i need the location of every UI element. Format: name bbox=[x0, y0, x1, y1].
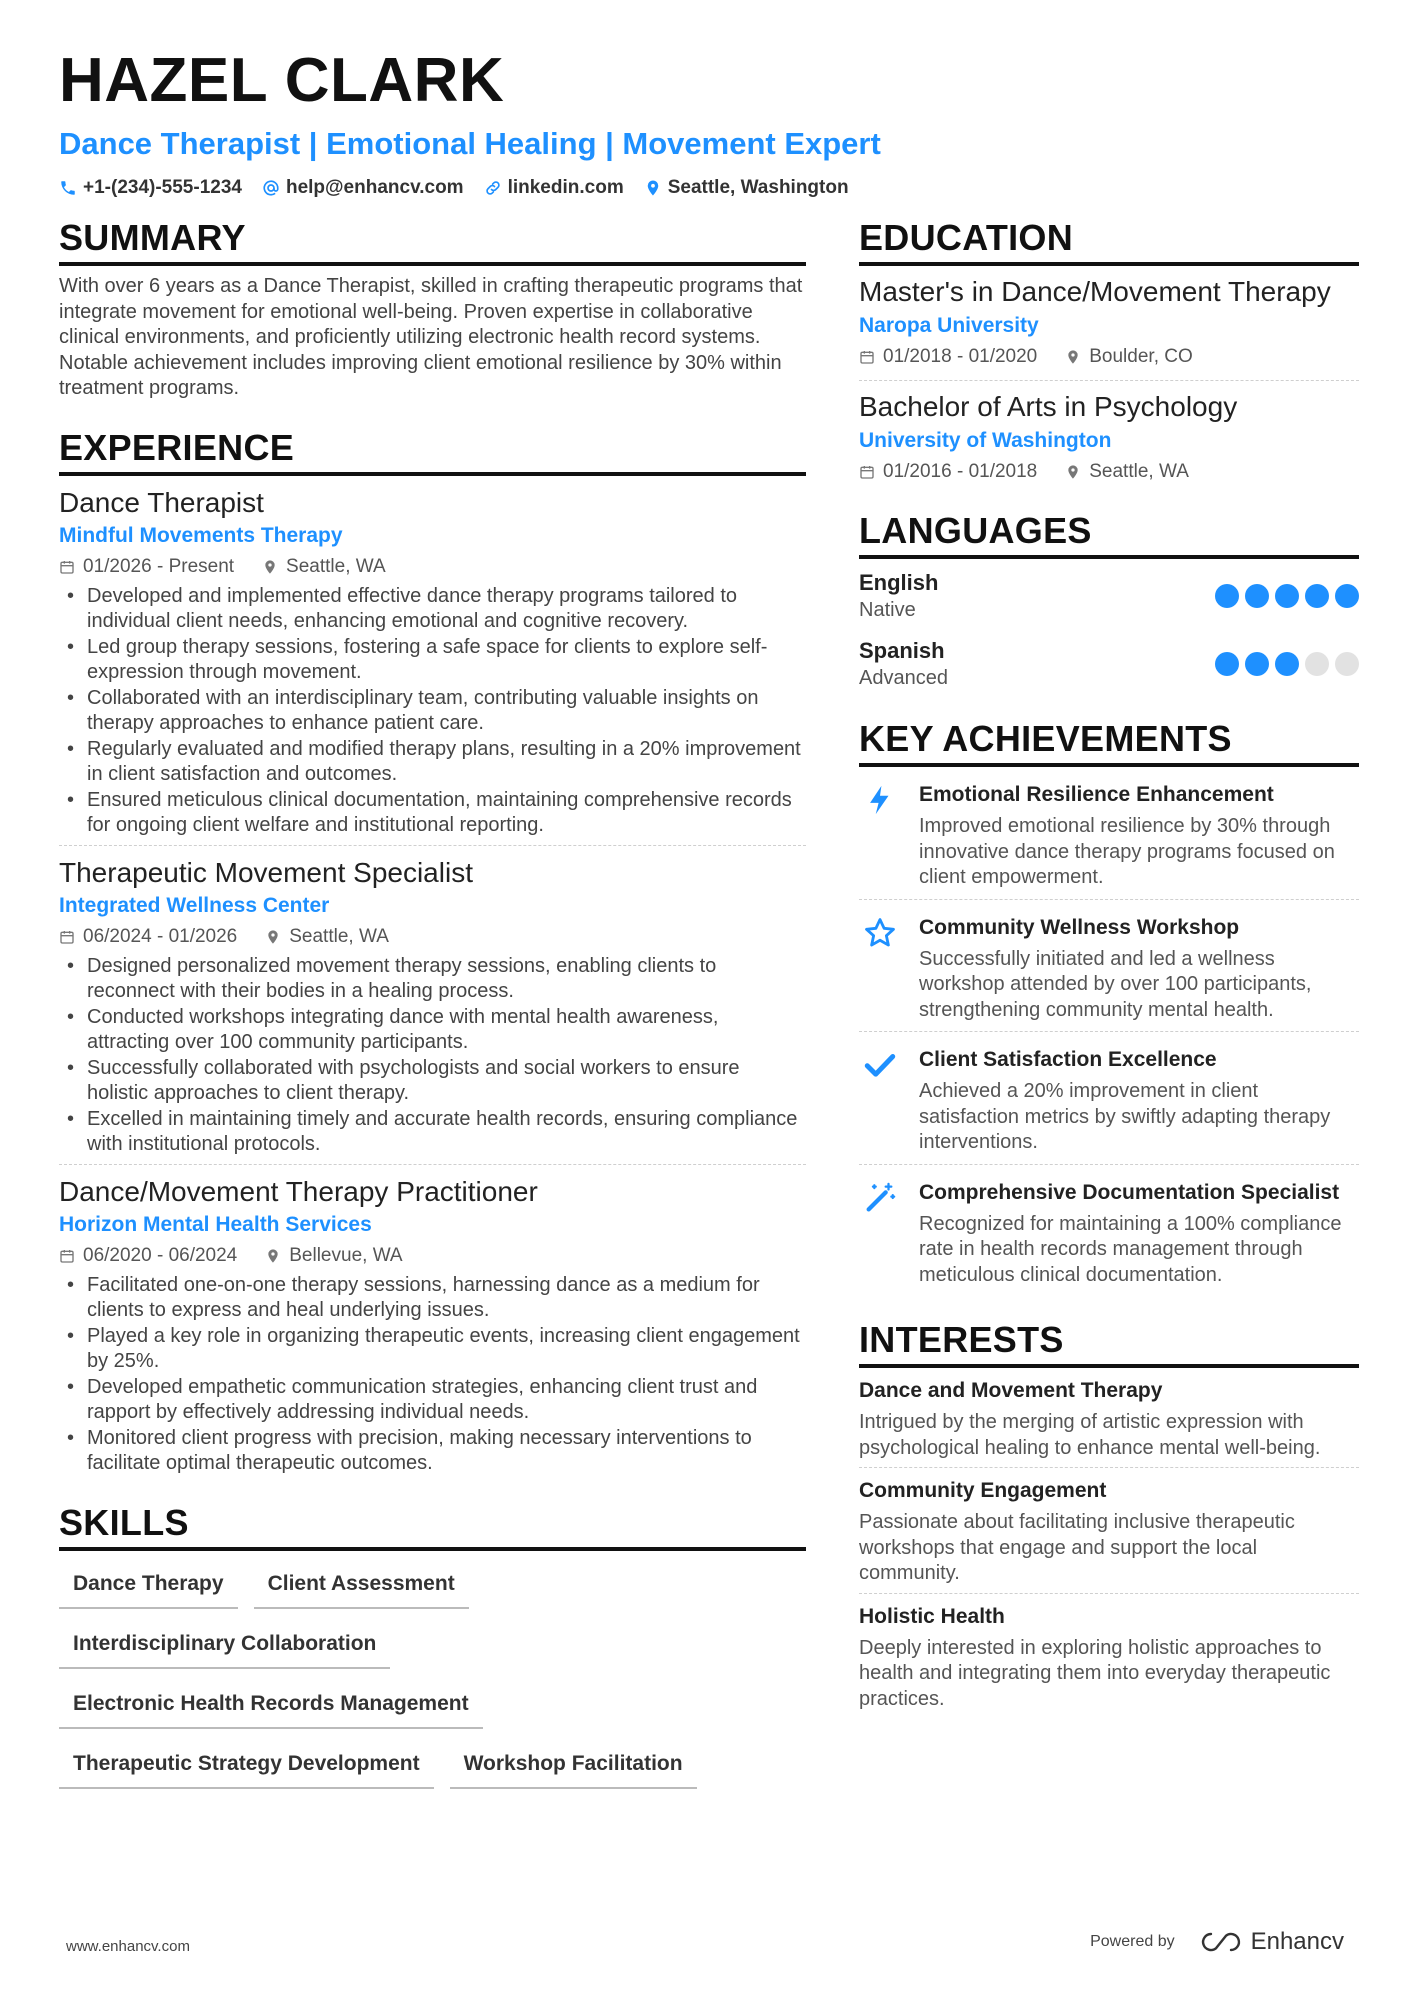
languages-section bbox=[859, 511, 1359, 691]
star-icon bbox=[863, 916, 897, 950]
education-dates-text: 01/2016 - 01/2018 bbox=[883, 461, 1038, 482]
education-meta bbox=[859, 459, 1359, 485]
phone-icon bbox=[59, 179, 77, 197]
job-bullet: • Led group therapy sessions, fostering a safe space for clients to explore self-expression through movement. bbox=[59, 635, 806, 686]
company-name: Mindful Movements Therapy bbox=[59, 523, 343, 547]
rating-dot-filled bbox=[1275, 652, 1299, 676]
magic-wand-icon bbox=[863, 1181, 897, 1215]
education-section bbox=[859, 218, 1359, 485]
calendar-icon bbox=[59, 1248, 75, 1264]
languages-heading: LANGUAGES bbox=[859, 511, 1359, 559]
achievement-desc: Improved emotional resilience by 30% through innovative dance therapy programs focused on client empowerment. bbox=[919, 815, 1335, 888]
skill-tag: Therapeutic Strategy Development bbox=[59, 1745, 434, 1789]
job-meta bbox=[59, 554, 806, 580]
summary-text: With over 6 years as a Dance Therapist, skilled in crafting therapeutic programs that integrate movement for emotional well-being. Proven expertise in collaborative clinical environments, and proficiently utilizing electronic health record systems. Notable achievement includes improving client emotional resilience by 30% within treatment programs. bbox=[59, 275, 803, 399]
rating-dot-filled bbox=[1245, 584, 1269, 608]
summary-heading: SUMMARY bbox=[59, 218, 806, 266]
job-bullet: • Ensured meticulous clinical documentation, maintaining comprehensive records for ongoing client welfare and institutional reporting. bbox=[59, 788, 806, 839]
rating-dot-empty bbox=[1335, 652, 1359, 676]
job-location bbox=[265, 924, 389, 950]
achievements-section bbox=[859, 719, 1359, 1296]
skills-row bbox=[59, 1565, 806, 1609]
email-text: help@enhancv.com bbox=[285, 177, 464, 198]
language-name: English bbox=[859, 570, 939, 595]
job-bullet: • Successfully collaborated with psychologists and social workers to ensure holistic approaches to client therapy. bbox=[59, 1056, 806, 1107]
skill-tag: Client Assessment bbox=[254, 1565, 469, 1609]
company-name: Horizon Mental Health Services bbox=[59, 1212, 372, 1236]
achievement-title: Community Wellness Workshop bbox=[919, 915, 1240, 939]
achievement-desc: Recognized for maintaining a 100% compliance rate in health records management through meticulous clinical documentation. bbox=[919, 1212, 1342, 1286]
education-location-text: Seattle, WA bbox=[1089, 461, 1189, 482]
education-dates bbox=[859, 344, 1037, 370]
link-icon bbox=[484, 179, 502, 197]
rating-dot-filled bbox=[1215, 584, 1239, 608]
job-dates bbox=[59, 924, 237, 950]
candidate-name: HAZEL CLARK bbox=[59, 46, 505, 115]
achievement-desc: Successfully initiated and led a wellness workshop attended by over 100 participants, strengthening community mental health. bbox=[919, 947, 1312, 1021]
interests-section bbox=[859, 1320, 1359, 1718]
contact-email[interactable] bbox=[262, 176, 464, 200]
job-bullet: • Facilitated one-on-one therapy sessions, harnessing dance as a medium for clients to express and heal underlying issues. bbox=[59, 1273, 806, 1324]
education-location bbox=[1065, 344, 1193, 370]
interest-title: Dance and Movement Therapy bbox=[859, 1379, 1163, 1402]
contact-bar bbox=[59, 176, 1359, 200]
interest-entry bbox=[859, 1467, 1359, 1593]
brand-name: Enhancv bbox=[1250, 1928, 1344, 1955]
language-entry bbox=[859, 637, 1359, 691]
location-pin-icon bbox=[1065, 464, 1081, 480]
degree-title: Master's in Dance/Movement Therapy bbox=[859, 276, 1331, 307]
company-name: Integrated Wellness Center bbox=[59, 893, 330, 917]
language-rating bbox=[1215, 584, 1359, 608]
job-dates-text: 01/2026 - Present bbox=[83, 555, 235, 577]
language-rating bbox=[1215, 652, 1359, 676]
enhancv-logo-icon bbox=[1199, 1930, 1243, 1954]
job-bullets bbox=[59, 1273, 806, 1477]
job-bullet: • Monitored client progress with precision, making necessary interventions to facilitate optimal therapeutic outcomes. bbox=[59, 1426, 806, 1477]
job-dates-text: 06/2024 - 01/2026 bbox=[83, 925, 238, 947]
right-column bbox=[859, 218, 1359, 1718]
job-bullet: • Developed and implemented effective dance therapy programs tailored to individual client needs, enhancing emotional and cognitive recovery. bbox=[59, 584, 806, 635]
contact-location bbox=[644, 176, 849, 200]
skill-tag: Electronic Health Records Management bbox=[59, 1685, 483, 1729]
job-location bbox=[262, 554, 386, 580]
experience-entry bbox=[59, 1164, 806, 1477]
skills-heading: SKILLS bbox=[59, 1503, 806, 1551]
language-name: Spanish bbox=[859, 638, 945, 663]
job-title: Dance Therapist bbox=[59, 486, 264, 518]
skills-section bbox=[59, 1503, 806, 1789]
interest-entry bbox=[859, 1368, 1359, 1467]
summary-section bbox=[59, 218, 806, 402]
experience-entry bbox=[59, 486, 806, 839]
job-bullet: • Collaborated with an interdisciplinary team, contributing valuable insights on therapy approaches to enhance patient care. bbox=[59, 686, 806, 737]
achievement-title: Comprehensive Documentation Specialist bbox=[919, 1180, 1340, 1204]
experience-section bbox=[59, 428, 806, 1477]
achievement-entry bbox=[859, 899, 1359, 1032]
achievement-entry bbox=[859, 767, 1359, 899]
achievement-title: Client Satisfaction Excellence bbox=[919, 1048, 1217, 1071]
job-bullet: • Regularly evaluated and modified therapy plans, resulting in a 20% improvement in client satisfaction and outcomes. bbox=[59, 737, 806, 788]
rating-dot-filled bbox=[1245, 652, 1269, 676]
language-level: Native bbox=[859, 599, 916, 621]
job-bullet: • Developed empathetic communication strategies, enhancing client trust and rapport by effectively addressing individual needs. bbox=[59, 1375, 806, 1426]
education-location-text: Boulder, CO bbox=[1089, 346, 1193, 367]
job-title: Therapeutic Movement Specialist bbox=[59, 856, 473, 888]
interest-title: Community Engagement bbox=[859, 1479, 1107, 1502]
contact-phone[interactable] bbox=[59, 176, 242, 200]
rating-dot-filled bbox=[1275, 584, 1299, 608]
job-location-text: Seattle, WA bbox=[289, 925, 389, 947]
rating-dot-filled bbox=[1215, 652, 1239, 676]
job-dates-text: 06/2020 - 06/2024 bbox=[83, 1244, 238, 1266]
achievement-desc: Achieved a 20% improvement in client satisfaction metrics by swiftly adapting therapy interventions. bbox=[919, 1080, 1331, 1153]
achievement-entry bbox=[859, 1031, 1359, 1164]
job-bullets bbox=[59, 584, 806, 839]
degree-title: Bachelor of Arts in Psychology bbox=[859, 391, 1238, 422]
contact-linkedin[interactable] bbox=[484, 176, 624, 200]
rating-dot-filled bbox=[1335, 584, 1359, 608]
skills-row bbox=[59, 1745, 806, 1789]
experience-heading: EXPERIENCE bbox=[59, 428, 806, 476]
location-pin-icon bbox=[262, 559, 278, 575]
skills-row bbox=[59, 1685, 806, 1729]
job-bullet: • Excelled in maintaining timely and accurate health records, ensuring compliance with institutional protocols. bbox=[59, 1107, 806, 1158]
skill-tag: Dance Therapy bbox=[59, 1565, 238, 1609]
skill-tag: Interdisciplinary Collaboration bbox=[59, 1625, 390, 1669]
school-name: University of Washington bbox=[859, 429, 1112, 452]
job-dates bbox=[59, 554, 234, 580]
achievement-title: Emotional Resilience Enhancement bbox=[919, 783, 1274, 806]
education-dates-text: 01/2018 - 01/2020 bbox=[883, 346, 1038, 367]
rating-dot-empty bbox=[1305, 652, 1329, 676]
education-meta bbox=[859, 344, 1359, 370]
calendar-icon bbox=[59, 559, 75, 575]
experience-entry bbox=[59, 845, 806, 1158]
education-entry bbox=[859, 274, 1359, 370]
checkmark-icon bbox=[863, 1048, 897, 1082]
job-bullets bbox=[59, 954, 806, 1158]
skills-row bbox=[59, 1625, 806, 1669]
rating-dot-filled bbox=[1305, 584, 1329, 608]
location-pin-icon bbox=[265, 929, 281, 945]
language-entry bbox=[859, 569, 1359, 623]
interests-heading: INTERESTS bbox=[859, 1320, 1359, 1368]
interest-desc: Passionate about facilitating inclusive therapeutic workshops that engage and support the local community. bbox=[859, 1511, 1295, 1584]
school-name: Naropa University bbox=[859, 314, 1039, 337]
job-meta bbox=[59, 1243, 806, 1269]
interest-desc: Intrigued by the merging of artistic expression with psychological healing to enhance mental well-being. bbox=[859, 1411, 1321, 1459]
location-pin-icon bbox=[265, 1248, 281, 1264]
at-icon bbox=[262, 179, 280, 197]
footer-website[interactable]: www.enhancv.com bbox=[66, 1938, 190, 1955]
education-dates bbox=[859, 459, 1037, 485]
job-title: Dance/Movement Therapy Practitioner bbox=[59, 1175, 538, 1207]
interest-entry bbox=[859, 1593, 1359, 1719]
job-dates bbox=[59, 1243, 237, 1269]
job-bullet: • Conducted workshops integrating dance with mental health awareness, attracting over 100 community participants. bbox=[59, 1005, 806, 1056]
skills-list bbox=[59, 1565, 806, 1789]
job-location-text: Seattle, WA bbox=[286, 555, 386, 577]
job-meta bbox=[59, 924, 806, 950]
location-text: Seattle, Washington bbox=[667, 177, 849, 198]
footer-branding bbox=[1090, 1928, 1344, 1956]
education-entry bbox=[859, 380, 1359, 485]
phone-text: +1-(234)-555-1234 bbox=[83, 177, 242, 198]
brand-logo[interactable] bbox=[1199, 1928, 1344, 1956]
calendar-icon bbox=[59, 929, 75, 945]
calendar-icon bbox=[859, 349, 875, 365]
skill-tag: Workshop Facilitation bbox=[450, 1745, 697, 1789]
achievement-entry bbox=[859, 1164, 1359, 1297]
resume-header bbox=[59, 48, 1359, 200]
education-location bbox=[1065, 459, 1189, 485]
powered-by-label: Powered by bbox=[1090, 1933, 1175, 1950]
achievements-heading: KEY ACHIEVEMENTS bbox=[859, 719, 1359, 767]
job-bullet: • Designed personalized movement therapy sessions, enabling clients to reconnect with their bodies in a healing process. bbox=[59, 954, 806, 1005]
location-pin-icon bbox=[644, 179, 662, 197]
left-column bbox=[59, 218, 806, 1789]
lightning-icon bbox=[863, 783, 897, 817]
location-pin-icon bbox=[1065, 349, 1081, 365]
job-location bbox=[265, 1243, 402, 1269]
education-heading: EDUCATION bbox=[859, 218, 1359, 266]
linkedin-text: linkedin.com bbox=[507, 177, 624, 198]
interest-desc: Deeply interested in exploring holistic approaches to health and integrating them into everyday therapeutic practices. bbox=[859, 1636, 1331, 1710]
job-location-text: Bellevue, WA bbox=[289, 1244, 403, 1266]
calendar-icon bbox=[859, 464, 875, 480]
language-level: Advanced bbox=[859, 667, 948, 689]
candidate-headline: Dance Therapist | Emotional Healing | Movement Expert bbox=[59, 126, 881, 161]
job-bullet: • Played a key role in organizing therapeutic events, increasing client engagement by 25%. bbox=[59, 1324, 806, 1375]
interest-title: Holistic Health bbox=[859, 1604, 1005, 1628]
